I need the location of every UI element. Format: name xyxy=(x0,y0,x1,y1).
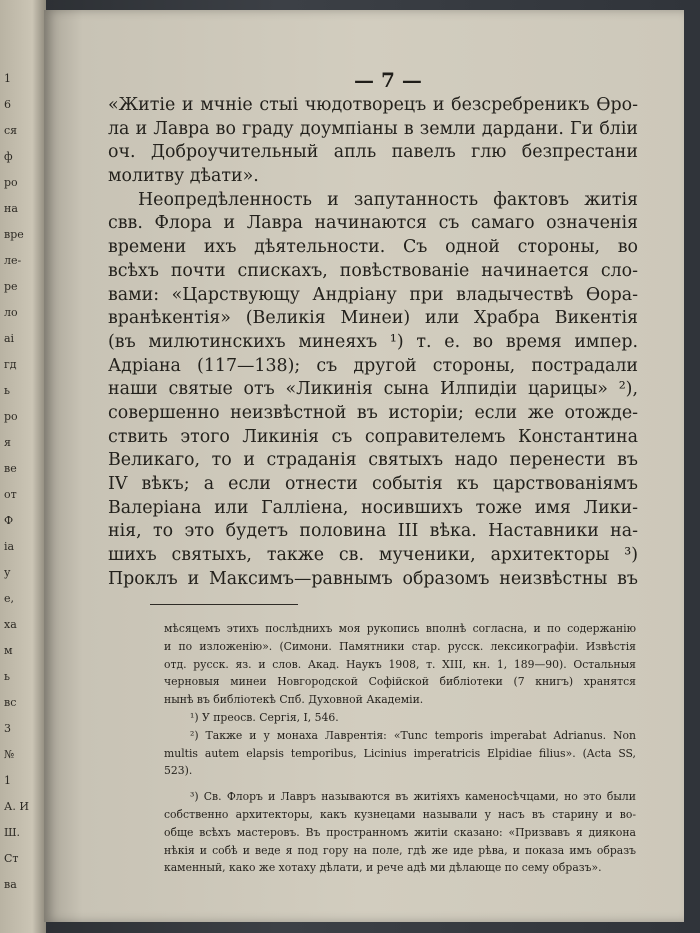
facing-page-fragment: ло xyxy=(4,306,18,319)
footnote-line: черновыя минеи Новгородской Софійской библіотеки (7 книгъ) хранятся xyxy=(164,675,636,689)
facing-page-fragment: Ф xyxy=(4,514,14,527)
main-text-block xyxy=(108,94,638,591)
facing-page-edge xyxy=(0,0,46,933)
facing-page-fragment: ва xyxy=(4,878,17,891)
footnote-line: каменный, како же хотаху дѣлати, и рече адѣ ми дѣлающе по сему образъ». xyxy=(164,861,602,875)
footnote-line: нынѣ въ библіотекѣ Спб. Духовной Академіи. xyxy=(164,693,424,707)
facing-page-fragment: ь xyxy=(4,384,10,397)
footnote-line: 523). xyxy=(164,764,193,778)
facing-page-fragment: у xyxy=(4,566,11,579)
facing-page-fragment: вс xyxy=(4,696,17,709)
text-line: вами: «Царствующу Андріану при владычествѣ Ѳора- xyxy=(108,284,638,305)
facing-page-fragment: № xyxy=(4,748,15,761)
facing-page-fragment: вре xyxy=(4,228,24,241)
footnote-2: ²) Также и у монаха Лаврентія: «Tunc temporis imperabat Adrianus. Non xyxy=(190,728,636,742)
footnote-line: мѣсяцемъ этихъ послѣднихъ моя рукопись вполнѣ согласна, и по содержанію xyxy=(164,622,636,635)
text-line: оч. Доброучительный апль павелъ глю безпрестани xyxy=(108,142,638,163)
footnote-line: multis autem elapsis temporibus, Licinius imperatricis Elpidiae filius». (Acta SS, xyxy=(164,746,636,760)
footnote-line: отд. русск. яз. и слов. Акад. Наукъ 1908, т. XIII, кн. 1, 189—90). Остальныя xyxy=(164,657,636,671)
text-line: совершенно неизвѣстной въ исторіи; если же отожде- xyxy=(108,402,638,423)
text-line: вранѣкентія» (Великія Минеи) или Храбра Викентія xyxy=(108,308,638,329)
text-line: ла и Лавра во граду доумпіаны в земли дардани. Ги бліи xyxy=(108,118,638,139)
facing-page-fragment: ро xyxy=(4,176,18,189)
footnote-separator xyxy=(150,604,298,605)
text-line: IV вѣкъ; а если отнести событія къ царствованіямъ xyxy=(108,474,638,494)
text-line: времени ихъ дѣятельности. Съ одной стороны, во xyxy=(108,237,638,258)
text-line: «Житіе и мчніе стыі чюдотворецъ и безсребреникъ Ѳро- xyxy=(108,95,638,115)
facing-page-fragment: на xyxy=(4,202,18,215)
facing-page-fragment: ре xyxy=(4,280,18,293)
text-line: молитву дѣати». xyxy=(108,166,259,187)
facing-page-fragment: ха xyxy=(4,618,17,631)
facing-page-fragment: ь xyxy=(4,670,10,683)
facing-page-fragment: аі xyxy=(4,332,15,345)
facing-page-fragment: ве xyxy=(4,462,17,475)
facing-page-fragment: Ш. xyxy=(4,826,21,839)
facing-page-fragment: 1 xyxy=(4,774,11,787)
facing-page-fragment: ф xyxy=(4,150,13,163)
facing-page-fragment: ле- xyxy=(4,254,22,267)
facing-page-fragment: 6 xyxy=(4,98,11,111)
facing-page-fragment: іа xyxy=(4,540,15,553)
facing-page-fragment: Ст xyxy=(4,852,19,865)
text-line: Валеріана или Галліена, носившихъ тоже имя Лики- xyxy=(108,497,638,518)
footnote-line: собственно архитекторы, какъ кузнецами называли у насъ въ старину и во- xyxy=(164,807,636,821)
text-line: (въ милютинскихъ минеяхъ ¹) т. е. во время импер. xyxy=(108,331,638,352)
footnote-3: ³) Св. Флоръ и Лавръ называются въ житіяхъ каменосѣчцами, но это были xyxy=(190,790,636,804)
footnote-1: ¹) У преосв. Сергія, I, 546. xyxy=(190,710,339,724)
footnote-line: обще всѣхъ мастеровъ. Въ пространномъ житіи сказано: «Призвавъ я диякона xyxy=(164,825,636,839)
footnote-line: и по изложенію». (Симони. Памятники стар. русск. лексикографіи. Извѣстія xyxy=(164,639,636,653)
paragraph-first-line: Неопредѣленность и запутанность фактовъ житія xyxy=(138,189,638,210)
text-line: шихъ святыхъ, также св. мученики, архитекторы ³) xyxy=(108,545,638,566)
facing-page-fragment: А. И xyxy=(4,800,29,813)
page-number: — 7 — xyxy=(354,68,422,92)
footnotes-block xyxy=(164,620,636,877)
text-line: Проклъ и Максимъ—равнымъ образомъ неизвѣстны въ xyxy=(108,568,638,589)
text-line: наши святые отъ «Ликинія сына Илпидіи царицы» ²), xyxy=(108,379,638,400)
facing-page-fragment: от xyxy=(4,488,17,501)
text-line: ствить этого Ликинія съ соправителемъ Константина xyxy=(108,426,638,447)
facing-page-fragment: 3 xyxy=(4,722,11,735)
facing-page-fragment: я xyxy=(4,436,11,449)
text-line: Адріана (117—138); съ другой стороны, пострадали xyxy=(108,355,638,376)
text-line: Великаго, то и страданія святыхъ надо перенести въ xyxy=(108,450,638,471)
facing-page-fragment: е, xyxy=(4,592,15,605)
facing-page-fragment: м xyxy=(4,644,13,657)
facing-page-fragment: ро xyxy=(4,410,18,423)
text-line: нія, то это будетъ половина III вѣка. Наставники на- xyxy=(108,521,638,542)
footnote-gap xyxy=(164,780,636,788)
footnote-line: нѣкія и собѣ и веде я под гору на поле, гдѣ же иде рѣва, и показа имъ образъ xyxy=(164,843,636,857)
facing-page-fragment: ся xyxy=(4,124,18,137)
text-line: свв. Флора и Лавра начинаются съ самаго означенія xyxy=(108,213,638,234)
text-line: всѣхъ почти спискахъ, повѣствованіе начинается сло- xyxy=(108,260,638,281)
facing-page-fragment: 1 xyxy=(4,72,11,85)
facing-page-fragment: гд xyxy=(4,358,17,371)
